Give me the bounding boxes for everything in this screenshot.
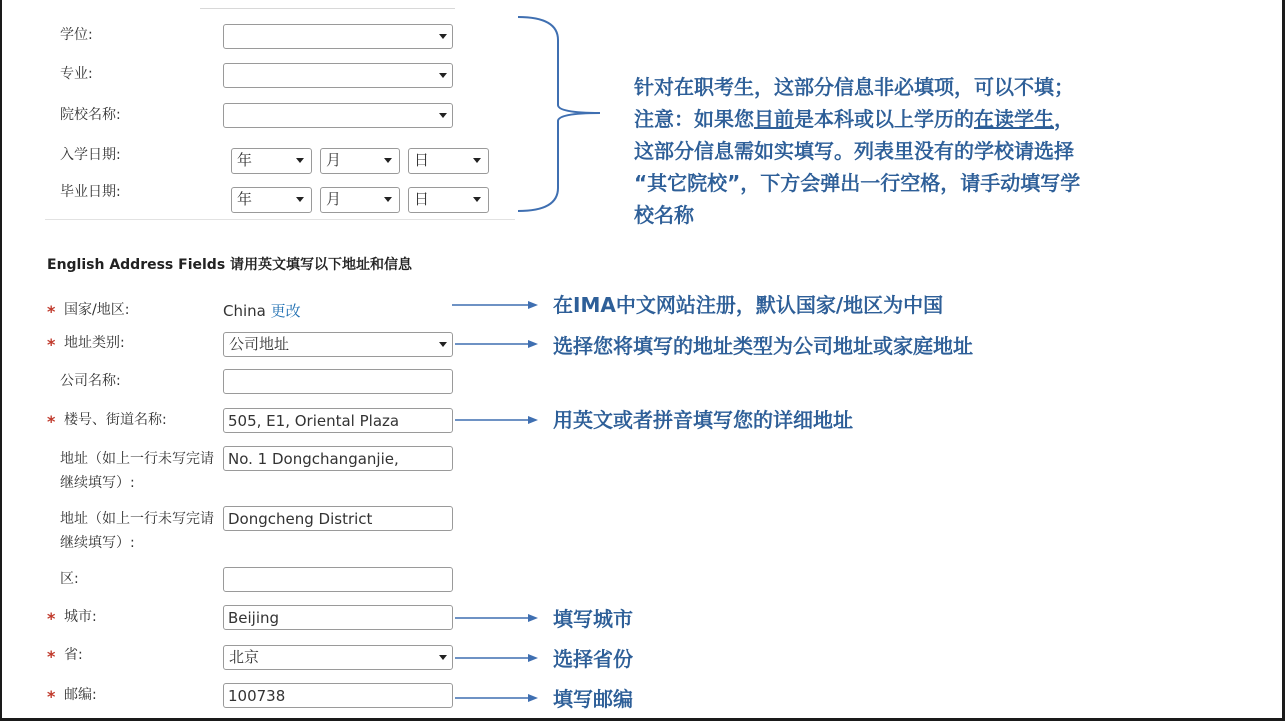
province-label: 省: [64,647,83,663]
required-mark: * [47,647,56,666]
major-label: 专业: [60,66,93,82]
address-type-value: 公司地址 [229,335,290,353]
postcode-annotation: 填写邮编 [553,687,633,711]
country-label: 国家/地区: [64,302,130,318]
note-line-4: “其它院校”，下方会弹出一行空格，请手动填写学 [634,171,1081,195]
arrowhead-address-type [528,340,538,348]
street-annotation: 用英文或者拼音填写您的详细地址 [553,408,853,432]
end-year-value: 年 [237,190,253,208]
note-line-2-d: 在读学生 [974,107,1054,131]
address-type-label: 地址类别: [64,335,125,351]
address-line2-label: 地址（如上一行未写完请继续填写）: [60,451,214,491]
note-line-2-b: 目前 [754,107,794,131]
company-label: 公司名称: [60,373,121,389]
province-value: 北京 [229,648,260,666]
end-day-value: 日 [414,190,430,208]
note-line-5: 校名称 [634,203,694,227]
arrowhead-city [528,614,538,622]
required-mark: * [47,412,56,431]
address-type-annotation: 选择您将填写的地址类型为公司地址或家庭地址 [553,334,973,358]
start-date-label: 入学日期: [60,147,121,163]
note-line-2-e: ， [1054,107,1074,131]
note-line-2 [634,103,1174,135]
required-mark: * [47,302,56,321]
province-annotation: 选择省份 [553,647,633,671]
education-note [634,71,1174,231]
district-label: 区: [60,571,79,587]
country-change-link[interactable]: 更改 [270,302,301,320]
country-value: China [223,302,266,320]
end-date-label: 毕业日期: [60,184,121,200]
note-line-2-c: 是本科或以上学历的 [794,107,974,131]
end-month-value: 月 [326,190,342,208]
street-label: 楼号、街道名称: [64,412,167,428]
required-mark: * [47,687,56,706]
school-label: 院校名称: [60,107,121,123]
required-mark: * [47,609,56,628]
required-mark: * [47,335,56,354]
start-day-value: 日 [414,151,430,169]
city-label: 城市: [64,609,97,625]
note-line-3: 这部分信息需如实填写。列表里没有的学校请选择 [634,139,1074,163]
address-section-heading: English Address Fields 请用英文填写以下地址和信息 [47,257,413,273]
note-line-1: 针对在职考生，这部分信息非必填项，可以不填； [634,75,1074,99]
note-line-2-a: 注意：如果您 [634,107,754,131]
city-annotation: 填写城市 [553,607,633,631]
arrowhead-country [528,301,538,309]
arrowhead-province [528,654,538,662]
start-month-value: 月 [326,151,342,169]
country-annotation: 在IMA中文网站注册，默认国家/地区为中国 [553,293,944,317]
start-year-value: 年 [237,151,253,169]
arrowhead-postcode [528,694,538,702]
annotation-brace [518,17,600,211]
postcode-label: 邮编: [64,687,97,703]
arrowhead-street [528,416,538,424]
address-line3-label: 地址（如上一行未写完请继续填写）: [60,511,214,551]
degree-label: 学位: [60,27,93,43]
